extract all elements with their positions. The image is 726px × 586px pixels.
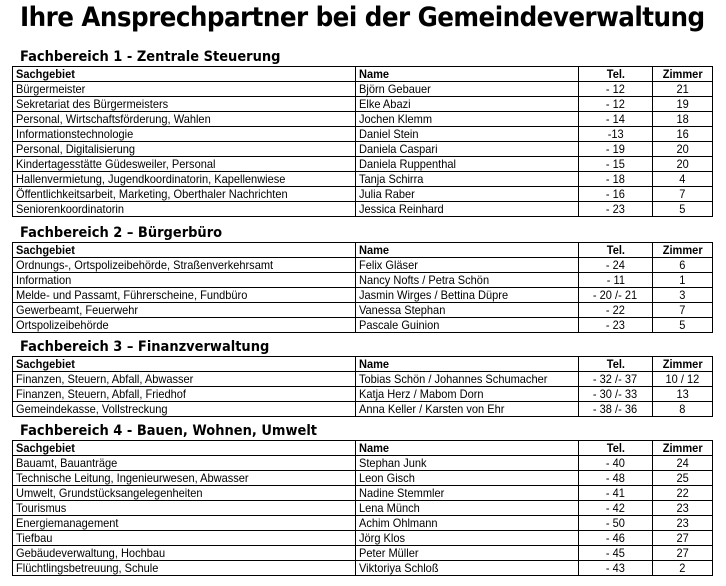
cell-sachgebiet-text: Hallenvermietung, Jugendkoordinatorin, Kapellenwiese [16, 172, 286, 186]
cell-zimmer [653, 531, 713, 546]
cell-zimmer [653, 456, 713, 471]
column-header-zimmer-label: Zimmer [662, 67, 703, 81]
table-row [13, 303, 713, 318]
section-fachbereich-2 [0, 225, 726, 333]
cell-sachgebiet [13, 516, 356, 531]
cell-tel [579, 387, 653, 402]
cell-tel-text: - 12 [605, 82, 626, 96]
column-header-sachgebiet [13, 357, 356, 372]
cell-name [356, 471, 579, 486]
cell-sachgebiet [13, 561, 356, 576]
cell-sachgebiet [13, 258, 356, 273]
cell-tel-text: - 23 [605, 318, 626, 332]
cell-sachgebiet-text: Melde- und Passamt, Führerscheine, Fundbüro [16, 288, 248, 302]
cell-zimmer-text: 25 [676, 471, 689, 485]
cell-sachgebiet [13, 546, 356, 561]
section-fachbereich-4 [0, 423, 726, 576]
section-heading: Fachbereich 1 - Zentrale Steuerung [20, 49, 281, 65]
column-header-name [356, 441, 579, 456]
cell-zimmer [653, 318, 713, 333]
cell-name [356, 387, 579, 402]
column-header-sachgebiet [13, 243, 356, 258]
cell-tel [579, 187, 653, 202]
cell-name [356, 531, 579, 546]
cell-zimmer [653, 172, 713, 187]
cell-tel [579, 546, 653, 561]
cell-tel-text: - 41 [605, 486, 626, 500]
cell-name-text: Stephan Junk [359, 456, 427, 470]
cell-zimmer [653, 288, 713, 303]
cell-sachgebiet-text: Finanzen, Steuern, Abfall, Friedhof [16, 387, 186, 401]
contacts-table [12, 356, 713, 417]
cell-name-text: Peter Müller [359, 546, 419, 560]
cell-zimmer-text: 7 [679, 187, 686, 201]
cell-tel-text: - 22 [605, 303, 626, 317]
cell-name-text: Pascale Guinion [359, 318, 440, 332]
column-header-tel [579, 243, 653, 258]
cell-tel-text: - 18 [605, 172, 626, 186]
cell-tel-text: - 23 [605, 202, 626, 216]
table-row [13, 112, 713, 127]
cell-name-text: Jasmin Wirges / Bettina Düpre [359, 288, 509, 302]
column-header-tel-label: Tel. [606, 67, 625, 81]
cell-zimmer [653, 157, 713, 172]
table-row [13, 258, 713, 273]
column-header-sachgebiet-label: Sachgebiet [16, 243, 75, 257]
table-row [13, 97, 713, 112]
cell-zimmer-text: 5 [679, 202, 686, 216]
column-header-tel [579, 67, 653, 82]
cell-tel [579, 82, 653, 97]
cell-tel-text: - 48 [605, 471, 626, 485]
cell-name-text: Nadine Stemmler [359, 486, 445, 500]
cell-zimmer [653, 561, 713, 576]
cell-zimmer [653, 112, 713, 127]
cell-zimmer-text: 27 [676, 546, 689, 560]
cell-name-text: Achim Ohlmann [359, 516, 438, 530]
cell-sachgebiet-text: Informationstechnologie [16, 127, 134, 141]
table-row [13, 142, 713, 157]
column-header-sachgebiet-label: Sachgebiet [16, 441, 75, 455]
column-header-zimmer-label: Zimmer [662, 441, 703, 455]
cell-name [356, 157, 579, 172]
cell-tel [579, 258, 653, 273]
column-header-sachgebiet-label: Sachgebiet [16, 357, 75, 371]
table-row [13, 546, 713, 561]
column-header-name-label: Name [359, 243, 390, 257]
table-row [13, 456, 713, 471]
cell-zimmer-text: 24 [676, 456, 689, 470]
column-header-zimmer-label: Zimmer [662, 243, 703, 257]
contacts-table [12, 440, 713, 576]
cell-sachgebiet [13, 172, 356, 187]
cell-sachgebiet [13, 82, 356, 97]
column-header-zimmer [653, 67, 713, 82]
cell-tel-text: - 45 [605, 546, 626, 560]
column-header-tel-label: Tel. [606, 243, 625, 257]
cell-sachgebiet [13, 318, 356, 333]
cell-tel [579, 486, 653, 501]
cell-name [356, 561, 579, 576]
table-row [13, 516, 713, 531]
cell-tel [579, 273, 653, 288]
cell-sachgebiet-text: Flüchtlingsbetreuung, Schule [16, 561, 159, 575]
cell-sachgebiet [13, 142, 356, 157]
table-header-row [13, 441, 713, 456]
cell-tel-text: - 50 [605, 516, 626, 530]
cell-zimmer-text: 7 [679, 303, 686, 317]
cell-sachgebiet [13, 157, 356, 172]
cell-sachgebiet-text: Seniorenkoordinatorin [16, 202, 125, 216]
cell-zimmer [653, 387, 713, 402]
cell-tel-text: - 14 [605, 112, 626, 126]
cell-zimmer-text: 18 [676, 112, 689, 126]
cell-sachgebiet [13, 456, 356, 471]
cell-sachgebiet-text: Gebäudeverwaltung, Hochbau [16, 546, 166, 560]
cell-zimmer [653, 486, 713, 501]
table-row [13, 127, 713, 142]
table-row [13, 387, 713, 402]
cell-zimmer-text: 1 [679, 273, 686, 287]
cell-sachgebiet [13, 187, 356, 202]
cell-name [356, 142, 579, 157]
cell-name-text: Daniela Caspari [359, 142, 438, 156]
cell-zimmer-text: 2 [679, 561, 686, 575]
cell-tel-text: - 11 [606, 273, 625, 287]
cell-zimmer-text: 10 / 12 [665, 372, 700, 386]
column-header-zimmer [653, 357, 713, 372]
cell-sachgebiet [13, 112, 356, 127]
cell-name-text: Daniela Ruppenthal [359, 157, 456, 171]
column-header-name-label: Name [359, 357, 390, 371]
cell-sachgebiet [13, 387, 356, 402]
cell-tel [579, 288, 653, 303]
column-header-tel [579, 357, 653, 372]
cell-name-text: Jochen Klemm [359, 112, 433, 126]
table-row [13, 372, 713, 387]
cell-name [356, 318, 579, 333]
cell-zimmer-text: 22 [676, 486, 689, 500]
cell-tel-text: - 15 [605, 157, 626, 171]
cell-sachgebiet-text: Ordnungs-, Ortspolizeibehörde, Straßenverkehrsamt [16, 258, 274, 272]
cell-tel [579, 456, 653, 471]
cell-zimmer [653, 303, 713, 318]
column-header-name [356, 243, 579, 258]
cell-tel-text: - 42 [605, 501, 626, 515]
cell-sachgebiet [13, 127, 356, 142]
cell-zimmer [653, 142, 713, 157]
cell-tel-text: - 20 /- 21 [593, 288, 638, 302]
cell-zimmer-text: 23 [676, 516, 689, 530]
cell-name-text: Jörg Klos [359, 531, 406, 545]
table-row [13, 273, 713, 288]
cell-name-text: Leon Gisch [359, 471, 415, 485]
cell-name [356, 187, 579, 202]
cell-sachgebiet-text: Ortspolizeibehörde [16, 318, 109, 332]
section-heading: Fachbereich 3 – Finanzverwaltung [20, 339, 270, 355]
cell-sachgebiet-text: Finanzen, Steuern, Abfall, Abwasser [16, 372, 194, 386]
cell-sachgebiet-text: Kindertagesstätte Güdesweiler, Personal [16, 157, 216, 171]
table-row [13, 157, 713, 172]
cell-zimmer-text: 16 [676, 127, 689, 141]
column-header-name [356, 357, 579, 372]
table-row [13, 172, 713, 187]
cell-zimmer [653, 202, 713, 217]
cell-tel [579, 318, 653, 333]
cell-zimmer [653, 372, 713, 387]
cell-tel [579, 516, 653, 531]
cell-tel [579, 501, 653, 516]
cell-sachgebiet-text: Energiemanagement [16, 516, 119, 530]
cell-sachgebiet-text: Bürgermeister [16, 82, 86, 96]
table-header-row [13, 67, 713, 82]
cell-name-text: Jessica Reinhard [359, 202, 444, 216]
cell-name-text: Julia Raber [359, 187, 415, 201]
section-fachbereich-1 [0, 49, 726, 217]
section-fachbereich-3 [0, 339, 726, 417]
cell-sachgebiet-text: Umwelt, Grundstücksangelegenheiten [16, 486, 203, 500]
cell-tel [579, 97, 653, 112]
cell-zimmer-text: 23 [676, 501, 689, 515]
cell-name-text: Tanja Schirra [359, 172, 424, 186]
cell-tel-text: - 40 [605, 456, 626, 470]
cell-name-text: Tobias Schön / Johannes Schumacher [359, 372, 548, 386]
cell-name-text: Daniel Stein [359, 127, 419, 141]
cell-zimmer [653, 402, 713, 417]
cell-tel [579, 531, 653, 546]
cell-tel-text: - 32 /- 37 [593, 372, 638, 386]
column-header-name-label: Name [359, 441, 390, 455]
cell-zimmer-text: 13 [676, 387, 689, 401]
table-header-row [13, 243, 713, 258]
cell-tel-text: - 16 [605, 187, 626, 201]
cell-tel-text: -13 [607, 127, 624, 141]
cell-sachgebiet-text: Gewerbeamt, Feuerwehr [16, 303, 139, 317]
cell-sachgebiet-text: Information [16, 273, 72, 287]
cell-sachgebiet [13, 372, 356, 387]
cell-sachgebiet [13, 486, 356, 501]
cell-sachgebiet-text: Bauamt, Bauanträge [16, 456, 118, 470]
cell-sachgebiet [13, 501, 356, 516]
cell-sachgebiet-text: Tiefbau [16, 531, 53, 545]
cell-tel [579, 372, 653, 387]
table-row [13, 82, 713, 97]
column-header-name [356, 67, 579, 82]
cell-zimmer-text: 20 [676, 157, 689, 171]
cell-zimmer-text: 3 [679, 288, 686, 302]
cell-sachgebiet-text: Sekretariat des Bürgermeisters [16, 97, 169, 111]
cell-zimmer [653, 127, 713, 142]
table-row [13, 501, 713, 516]
section-heading: Fachbereich 4 - Bauen, Wohnen, Umwelt [20, 423, 318, 439]
cell-name [356, 546, 579, 561]
cell-sachgebiet [13, 288, 356, 303]
table-row [13, 318, 713, 333]
cell-zimmer [653, 501, 713, 516]
cell-sachgebiet [13, 531, 356, 546]
cell-tel-text: - 19 [605, 142, 626, 156]
cell-tel [579, 157, 653, 172]
cell-tel-text: - 12 [605, 97, 626, 111]
table-row [13, 486, 713, 501]
cell-name [356, 172, 579, 187]
cell-zimmer-text: 27 [676, 531, 689, 545]
cell-name-text: Nancy Nofts / Petra Schön [359, 273, 490, 287]
cell-zimmer-text: 21 [676, 82, 689, 96]
cell-sachgebiet-text: Tourismus [16, 501, 67, 515]
cell-name [356, 516, 579, 531]
cell-tel [579, 112, 653, 127]
cell-tel [579, 303, 653, 318]
cell-name-text: Felix Gläser [359, 258, 418, 272]
column-header-tel-label: Tel. [606, 357, 625, 371]
cell-tel [579, 561, 653, 576]
cell-zimmer-text: 5 [679, 318, 686, 332]
cell-name [356, 303, 579, 318]
cell-zimmer [653, 97, 713, 112]
cell-name [356, 288, 579, 303]
cell-name [356, 127, 579, 142]
cell-sachgebiet [13, 97, 356, 112]
column-header-tel [579, 441, 653, 456]
cell-zimmer [653, 546, 713, 561]
cell-name [356, 258, 579, 273]
cell-zimmer-text: 19 [676, 97, 689, 111]
column-header-sachgebiet [13, 441, 356, 456]
cell-tel-text: - 24 [605, 258, 626, 272]
column-header-sachgebiet-label: Sachgebiet [16, 67, 75, 81]
cell-tel-text: - 30 /- 33 [593, 387, 638, 401]
cell-sachgebiet-text: Personal, Digitalisierung [16, 142, 136, 156]
cell-name [356, 82, 579, 97]
cell-zimmer [653, 187, 713, 202]
cell-zimmer [653, 471, 713, 486]
cell-name-text: Björn Gebauer [359, 82, 431, 96]
cell-sachgebiet [13, 471, 356, 486]
cell-sachgebiet-text: Gemeindekasse, Vollstreckung [16, 402, 168, 416]
cell-sachgebiet [13, 402, 356, 417]
column-header-zimmer [653, 441, 713, 456]
cell-zimmer [653, 82, 713, 97]
cell-tel [579, 202, 653, 217]
column-header-tel-label: Tel. [606, 441, 625, 455]
cell-sachgebiet [13, 303, 356, 318]
column-header-name-label: Name [359, 67, 390, 81]
cell-name [356, 501, 579, 516]
cell-name-text: Anna Keller / Karsten von Ehr [359, 402, 505, 416]
cell-sachgebiet [13, 273, 356, 288]
cell-name [356, 456, 579, 471]
cell-zimmer-text: 8 [679, 402, 686, 416]
cell-name-text: Lena Münch [359, 501, 420, 515]
table-row [13, 288, 713, 303]
cell-zimmer-text: 4 [679, 172, 686, 186]
cell-zimmer [653, 273, 713, 288]
cell-name [356, 486, 579, 501]
cell-name [356, 202, 579, 217]
cell-tel-text: - 46 [605, 531, 626, 545]
cell-tel [579, 142, 653, 157]
contacts-table [12, 66, 713, 217]
column-header-sachgebiet [13, 67, 356, 82]
cell-tel [579, 402, 653, 417]
cell-sachgebiet [13, 202, 356, 217]
section-heading: Fachbereich 2 – Bürgerbüro [20, 225, 223, 241]
cell-name [356, 97, 579, 112]
table-row [13, 202, 713, 217]
contacts-table [12, 242, 713, 333]
page-title: Ihre Ansprechpartner bei der Gemeindeverwaltung [20, 2, 705, 33]
cell-tel [579, 471, 653, 486]
cell-zimmer-text: 6 [679, 258, 686, 272]
cell-name [356, 402, 579, 417]
table-header-row [13, 357, 713, 372]
table-row [13, 561, 713, 576]
cell-name [356, 372, 579, 387]
cell-tel-text: - 38 /- 36 [593, 402, 638, 416]
table-row [13, 402, 713, 417]
cell-sachgebiet-text: Technische Leitung, Ingenieurwesen, Abwasser [16, 471, 249, 485]
cell-sachgebiet-text: Personal, Wirtschaftsförderung, Wahlen [16, 112, 211, 126]
cell-sachgebiet-text: Öffentlichkeitsarbeit, Marketing, Oberthaler Nachrichten [16, 187, 288, 201]
column-header-zimmer-label: Zimmer [662, 357, 703, 371]
cell-zimmer [653, 516, 713, 531]
table-row [13, 471, 713, 486]
cell-zimmer-text: 20 [676, 142, 689, 156]
cell-tel-text: - 43 [605, 561, 626, 575]
cell-name-text: Katja Herz / Mabom Dorn [359, 387, 484, 401]
cell-tel [579, 172, 653, 187]
cell-name-text: Viktoriya Schloß [359, 561, 439, 575]
cell-name [356, 273, 579, 288]
column-header-zimmer [653, 243, 713, 258]
cell-name-text: Elke Abazi [359, 97, 411, 111]
cell-name [356, 112, 579, 127]
table-row [13, 531, 713, 546]
cell-zimmer [653, 258, 713, 273]
cell-name-text: Vanessa Stephan [359, 303, 446, 317]
cell-tel [579, 127, 653, 142]
table-row [13, 187, 713, 202]
